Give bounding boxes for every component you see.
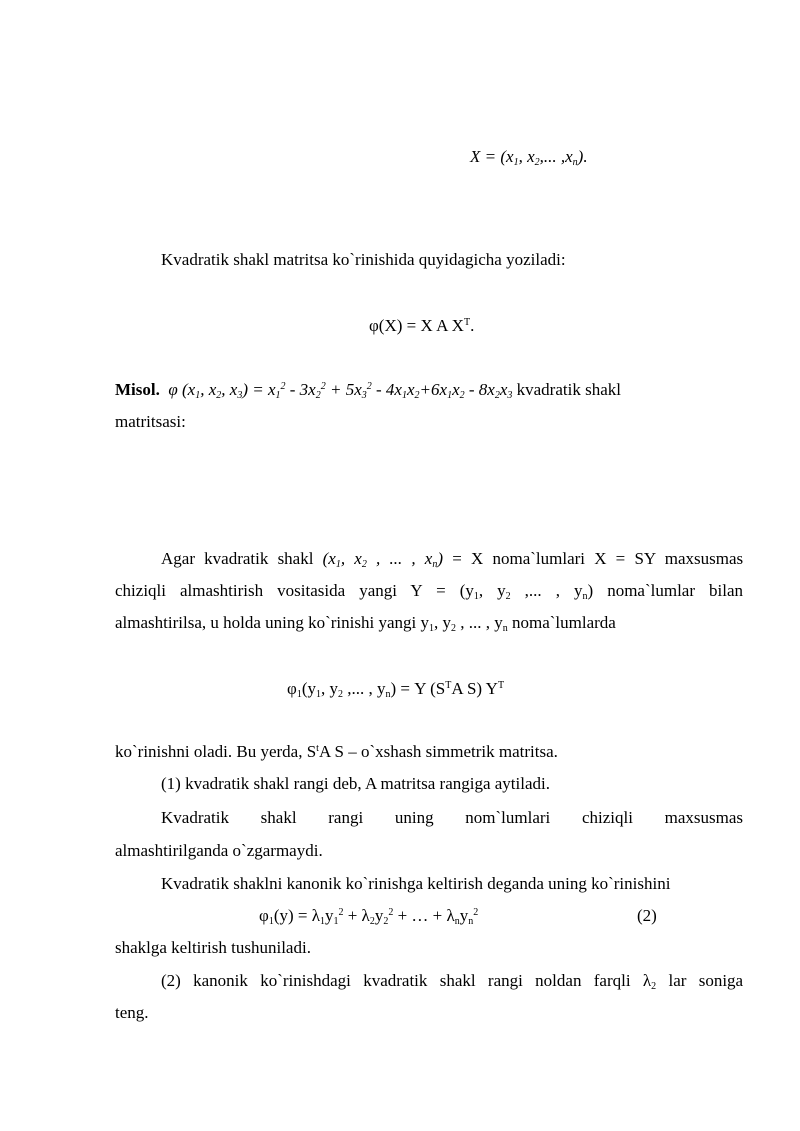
intro-line: Kvadratik shakl matritsa ko`rinishida quyidagicha yoziladi: bbox=[161, 250, 566, 269]
example-label: Misol. bbox=[115, 380, 160, 399]
line-oladi: ko`rinishni oladi. Bu yerda, $S^tA$ S – o`xshash simmetrik matritsa. bbox=[115, 742, 558, 761]
para1-line1: Agar kvadratik shakl ($x_1$, $x_2$ , ... , $x_n) = X$ noma`lumlari X = SY maxsusmas bbox=[161, 549, 744, 570]
example-line2: matritsasi: bbox=[115, 412, 186, 431]
formula-phi1: $\varphi_1(y_1$, $y_2$ ,... , $y_n) = Y$ ($S^TA$ S) $Y^T$ bbox=[287, 679, 505, 700]
para2-line1: Kvadratik shakl rangi uning nom`lumlari chiziqli maxsusmas bbox=[161, 808, 744, 827]
formula-x: $X = (x_1$, $x_2$,... $,x_n$). bbox=[470, 147, 588, 168]
formula-number: (2) bbox=[637, 906, 657, 925]
para2-line2: almashtirilganda o`zgarmaydi. bbox=[115, 841, 323, 860]
example-formula: φ ($x_1$, $x_2$, $x_3) = x_1^2 - 3x_2^2 + 5x_3^2 - 4x_1x_2+6x_1x_2 - 8x_2x_3$ bbox=[168, 380, 513, 401]
line-shaklga: shaklga keltirish tushuniladi. bbox=[115, 938, 311, 957]
example-tail: kvadratik shakl bbox=[516, 380, 621, 399]
line-kanonik: Kvadratik shaklni kanonik ko`rinishga keltirish deganda uning ko`rinishini bbox=[161, 874, 671, 893]
para3-line2: teng. bbox=[115, 1003, 149, 1022]
formula-canonical: $\varphi_1(y) = \lambda_1y_1^2 + \lambda_2y_2^2$ + … + $\lambda_ny_n^2$ bbox=[259, 906, 479, 927]
para3-line1: (2) kanonik ko`rinishdagi kvadratik shakl rangi noldan farqli $\lambda_2$ lar soniga bbox=[161, 971, 744, 992]
para1-line2: chiziqli almashtirish vositasida yangi $Y = (y_1$, $y_2$ ,... , $y_n$) noma`lumlar bilan bbox=[115, 581, 744, 602]
line-rangi: (1) kvadratik shakl rangi deb, A matritsa rangiga aytiladi. bbox=[161, 774, 550, 793]
para1-line3: almashtirilsa, u holda uning ko`rinishi yangi $y_1$, $y_2$ , ... , $y_n$ noma`lumlarda bbox=[115, 613, 616, 634]
example-line bbox=[115, 379, 621, 401]
formula-phi: φ(X) = X A $X^T$. bbox=[369, 316, 475, 335]
